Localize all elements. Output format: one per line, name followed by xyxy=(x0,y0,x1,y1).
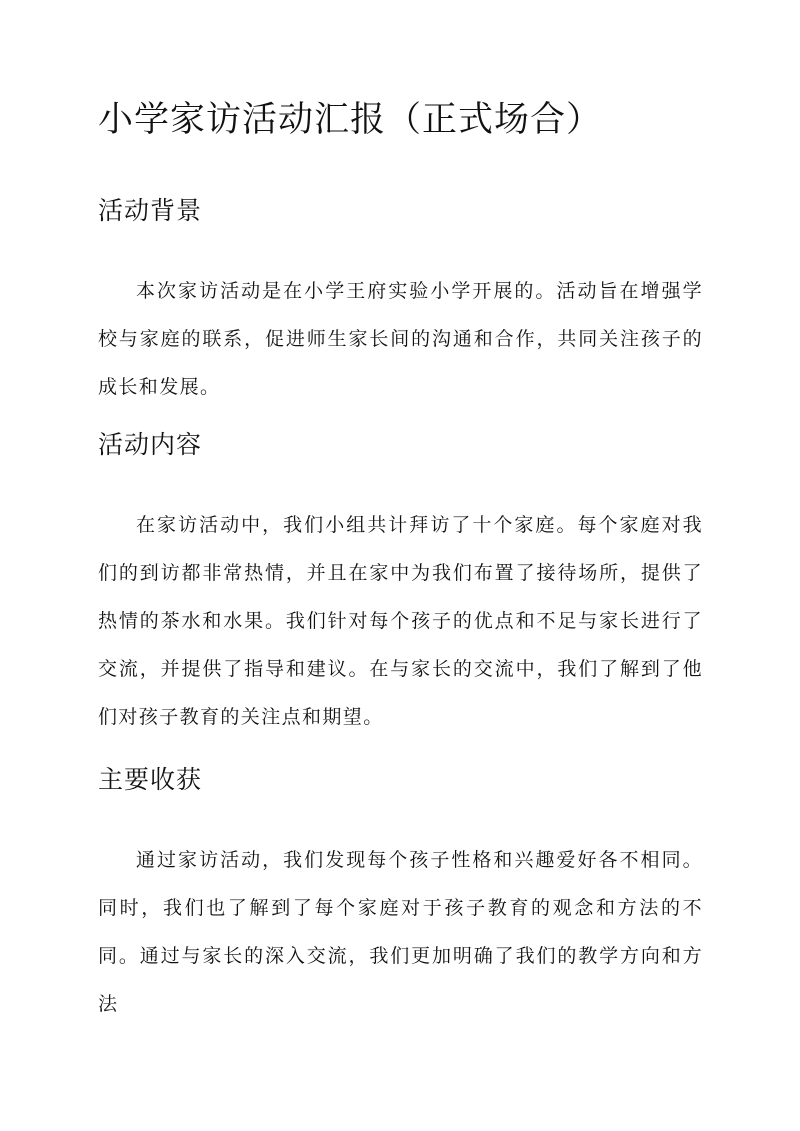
section-heading: 活动背景 xyxy=(98,196,203,225)
document-title: 小学家访活动汇报（正式场合） xyxy=(98,100,603,140)
section-harvest xyxy=(98,762,703,1028)
section-paragraph: 本次家访活动是在小学王府实验小学开展的。活动旨在增强学校与家庭的联系，促进师生家长间的沟通和合作，共同关注孩子的成长和发展。 xyxy=(98,280,703,398)
section-paragraph: 通过家访活动，我们发现每个孩子性格和兴趣爱好各不相同。同时，我们也了解到了每个家庭对于孩子教育的观念和方法的不同。通过与家长的深入交流，我们更加明确了我们的教学方向和方法 xyxy=(98,849,703,1015)
section-paragraph: 在家访活动中，我们小组共计拜访了十个家庭。每个家庭对我们的到访都非常热情，并且在家中为我们布置了接待场所，提供了热情的茶水和水果。我们针对每个孩子的优点和不足与家长进行了交流，并提供了指导和建议。在与家长的交流中，我们了解到了他们对孩子教育的关注点和期望。 xyxy=(98,514,703,728)
section-heading: 活动内容 xyxy=(98,430,203,459)
section-content xyxy=(98,427,703,741)
section-heading: 主要收获 xyxy=(98,765,203,794)
section-background xyxy=(98,193,703,411)
